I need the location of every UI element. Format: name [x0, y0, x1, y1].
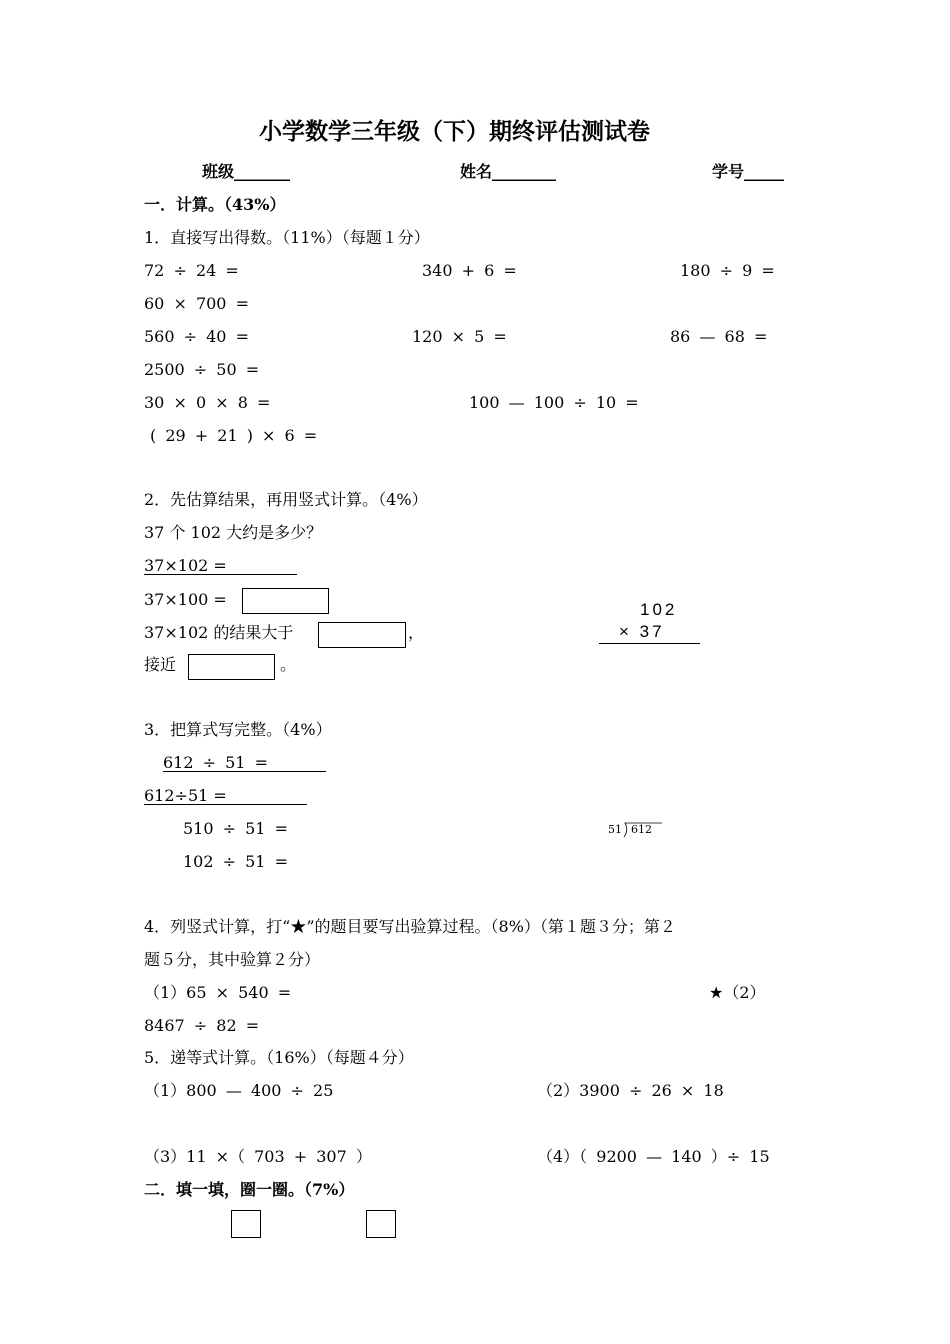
- section1-heading: 一．计算。（43%）: [144, 195, 286, 214]
- vertical-calc-rule: [599, 643, 700, 644]
- q1-item: 100 — 100 ÷ 10 =: [469, 393, 639, 412]
- q2-answer-box-1[interactable]: [242, 588, 329, 614]
- q2-line1-underline: [144, 574, 297, 575]
- section2-fill-box-1[interactable]: [231, 1210, 261, 1238]
- q5-item: （2）3900 ÷ 26 × 18: [537, 1081, 724, 1100]
- name-field[interactable]: 姓名________: [460, 162, 557, 181]
- q1-item: 120 × 5 =: [412, 327, 507, 346]
- q1-item: 72 ÷ 24 =: [144, 261, 239, 280]
- q2-line3-end: ，: [408, 623, 425, 642]
- page-title: 小学数学三年级（下）期终评估测试卷: [259, 118, 650, 145]
- q2-line3: 37×102 的结果大于: [144, 623, 294, 642]
- q1-item: 180 ÷ 9 =: [680, 261, 775, 280]
- q1-item: 86 — 68 =: [670, 327, 768, 346]
- section2-fill-box-2[interactable]: [366, 1210, 396, 1238]
- q5-item: （4）（ 9200 — 140 ）÷ 15: [537, 1147, 770, 1166]
- long-division-divisor: 51: [608, 823, 622, 836]
- q1-item: 60 × 700 =: [144, 294, 249, 313]
- vertical-calc-bottom: × 37: [619, 622, 665, 641]
- q5-item: （3）11 ×（ 703 + 307 ）: [144, 1147, 372, 1166]
- q3-line1-underline: [163, 771, 326, 772]
- q3-line1: 612 ÷ 51 =: [163, 753, 268, 772]
- q2-question: 37 个 102 大约是多少？: [144, 523, 323, 542]
- q2-answer-box-3[interactable]: [188, 654, 275, 680]
- class-field[interactable]: 班级_______: [202, 162, 291, 181]
- q1-item: 30 × 0 × 8 =: [144, 393, 271, 412]
- q2-answer-box-2[interactable]: [318, 622, 406, 648]
- q5-item: （1）800 — 400 ÷ 25: [144, 1081, 334, 1100]
- q3-line2: 612÷51 =: [144, 786, 227, 805]
- q4-item2: ★（2）: [709, 983, 766, 1002]
- long-division-dividend: 612: [631, 823, 652, 836]
- q4-item1: （1）65 × 540 =: [144, 983, 292, 1002]
- section2-heading: 二．填一填，圈一圈。（7%）: [144, 1180, 355, 1199]
- student-id-field[interactable]: 学号_____: [712, 162, 785, 181]
- q1-item: 560 ÷ 40 =: [144, 327, 249, 346]
- q2-line2: 37×100 =: [144, 590, 227, 609]
- q2-line4: 接近: [144, 655, 177, 674]
- q4-item2-expr: 8467 ÷ 82 =: [144, 1016, 260, 1035]
- q4-heading-b: 题５分，其中验算２分）: [144, 950, 321, 969]
- vertical-calc-top: 102: [640, 600, 678, 619]
- q1-item: 2500 ÷ 50 =: [144, 360, 260, 379]
- q3-line2-underline: [144, 804, 307, 805]
- q1-item: 340 + 6 =: [422, 261, 517, 280]
- q2-line1: 37×102 =: [144, 556, 227, 575]
- q3-line3: 510 ÷ 51 =: [183, 819, 288, 838]
- q4-heading-a: 4．列竖式计算，打“★”的题目要写出验算过程。（8%）（第１题３分；第２: [144, 917, 676, 936]
- long-division-bracket: [608, 821, 668, 839]
- q5-heading: 5．递等式计算。（16%）（每题４分）: [144, 1048, 414, 1067]
- q1-heading: 1．直接写出得数。（11%）（每题１分）: [144, 228, 430, 247]
- q3-heading: 3．把算式写完整。（4%）: [144, 720, 332, 739]
- q2-line4-end: 。: [280, 655, 297, 674]
- q1-item: ( 29 + 21 ) × 6 =: [150, 426, 318, 445]
- q2-heading: 2．先估算结果，再用竖式计算。（4%）: [144, 490, 428, 509]
- q3-line4: 102 ÷ 51 =: [183, 852, 288, 871]
